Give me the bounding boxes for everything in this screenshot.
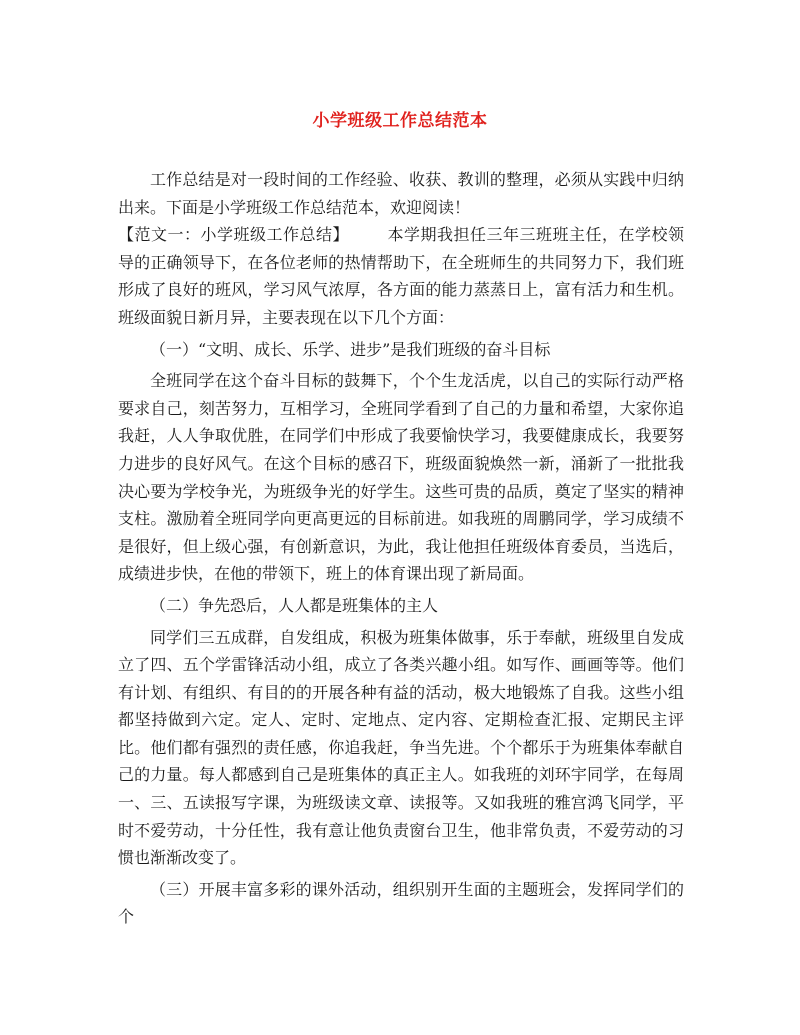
section-1-heading: （一）“文明、成长、乐学、进步”是我们班级的奋斗目标 [150,339,551,359]
document-body [118,166,684,935]
document-title: 小学班级工作总结范本 [312,111,488,131]
section-2-body: 同学们三五成群，自发组成，积极为班集体做事，乐于奉献，班级里自发成立了四、五个学雷锋活动小组，成立了各类兴趣小组。如写作、画画等等。他们有计划、有组织、有目的的开展各种有益的活动，极大地锻炼了自我。这些小组都坚持做到六定。定人、定时、定地点、定内容、定期检查汇报、定期民主评比。他们都有强烈的责任感，你追我赶，争当先进。个个都乐于为班集体奉献自己的力量。每人都感到自己是班集体的真正主人。如我班的刘环宇同学，在每周一、三、五读报写字课，为班级读文章、读报等。又如我班的雅宫鸿飞同学，平时不爱劳动，十分任性，我有意让他负责窗台卫生，他非常负责，不爱劳动的习惯也渐渐改变了。 [118,627,684,868]
sample-intro: 本学期我担任三年三班班主任，在学校领导的正确领导下，在各位老师的热情帮助下，在全班师生的共同努力下，我们班形成了良好的班风，学习风气浓厚，各方面的能力蒸蒸日上，富有活力和生机。班级面貌日新月异，主要表现在以下几个方面： [118,225,684,327]
sample-label: 【范文一：小学班级工作总结】 [118,225,349,245]
section-1-body: 全班同学在这个奋斗目标的鼓舞下，个个生龙活虎，以自己的实际行动严格要求自己，刻苦努力，互相学习，全班同学看到了自己的力量和希望，大家你追我赶，人人争取优胜，在同学们中形成了我要愉快学习，我要健康成长，我要努力进步的良好风气。在这个目标的感召下，班级面貌焕然一新，涌新了一批批我决心要为学校争光，为班级争光的好学生。这些可贵的品质，奠定了坚实的精神支柱。激励着全班同学向更高更远的目标前进。如我班的周鹏同学，学习成绩不是很好，但上级心强，有创新意识，为此，我让他担任班级体育委员，当选后，成绩进步快，在他的带领下，班上的体育课出现了新局面。 [118,371,684,584]
intro-paragraph: 工作总结是对一段时间的工作经验、收获、教训的整理，必须从实践中归纳出来。下面是小学班级工作总结范本，欢迎阅读！ [118,170,684,217]
section-2-heading: （二）争先恐后，人人都是班集体的主人 [150,595,439,615]
sample-paragraph [118,221,684,331]
section-3-heading: （三）开展丰富多彩的课外活动，组织别开生面的主题班会，发挥同学们的个 [118,879,684,927]
